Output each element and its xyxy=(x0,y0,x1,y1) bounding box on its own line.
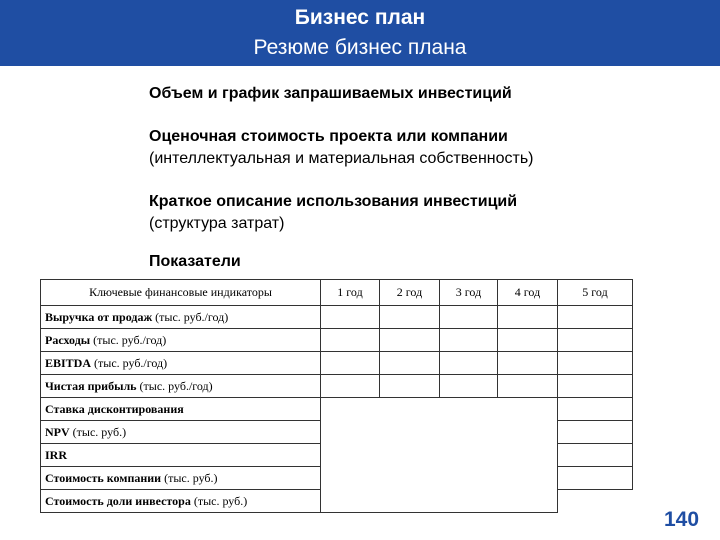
merged-cell-years-1-4 xyxy=(321,398,558,513)
row-label: Стоимость доли инвестора (тыс. руб.) xyxy=(41,490,321,513)
slide-title: Бизнес план xyxy=(294,6,426,29)
row-label: NPV (тыс. руб.) xyxy=(41,421,321,444)
row-label: Ставка дисконтирования xyxy=(41,398,321,421)
financial-indicators-table xyxy=(40,279,633,513)
section-heading: Объем и график запрашиваемых инвестиций xyxy=(149,85,512,102)
column-header: Ключевые финансовые индикаторы xyxy=(41,280,321,306)
table-cell xyxy=(321,329,380,352)
column-header: 3 год xyxy=(440,280,498,306)
table-cell xyxy=(558,306,633,329)
column-header: 4 год xyxy=(498,280,558,306)
table-cell xyxy=(498,329,558,352)
table-cell xyxy=(380,375,440,398)
table-cell xyxy=(558,352,633,375)
column-header: 5 год xyxy=(558,280,633,306)
table-cell xyxy=(440,352,498,375)
table-cell xyxy=(558,444,633,467)
table-cell xyxy=(380,352,440,375)
column-header: 2 год xyxy=(380,280,440,306)
page-number: 140 xyxy=(664,508,700,531)
section-note: (структура затрат) xyxy=(149,215,285,232)
table-cell xyxy=(558,398,633,421)
table-cell xyxy=(321,375,380,398)
table-cell xyxy=(321,352,380,375)
section-heading: Оценочная стоимость проекта или компании xyxy=(149,128,508,145)
table-row xyxy=(41,398,633,421)
table-cell xyxy=(498,352,558,375)
table-row xyxy=(41,306,633,329)
table-cell xyxy=(498,306,558,329)
table-cell xyxy=(440,306,498,329)
section-project-value xyxy=(149,126,534,170)
table-cell xyxy=(558,467,633,490)
table-cell xyxy=(440,375,498,398)
table-cell xyxy=(558,421,633,444)
row-label: IRR xyxy=(41,444,321,467)
table-cell xyxy=(558,329,633,352)
table-cell xyxy=(558,375,633,398)
table-cell xyxy=(498,375,558,398)
table-cell xyxy=(440,329,498,352)
table-row xyxy=(41,329,633,352)
table-row xyxy=(41,352,633,375)
table-cell xyxy=(380,329,440,352)
column-header: 1 год xyxy=(321,280,380,306)
table-cell xyxy=(321,306,380,329)
section-heading: Краткое описание использования инвестиций xyxy=(149,193,518,210)
slide-subtitle: Резюме бизнес плана xyxy=(253,36,467,59)
section-note: (интеллектуальная и материальная собственность) xyxy=(149,150,534,167)
row-label: Чистая прибыль (тыс. руб./год) xyxy=(41,375,321,398)
table-header-row xyxy=(41,280,633,306)
section-indicators xyxy=(149,251,241,273)
row-label: Выручка от продаж (тыс. руб./год) xyxy=(41,306,321,329)
table-row xyxy=(41,375,633,398)
table-cell xyxy=(558,490,633,513)
row-label: Стоимость компании (тыс. руб.) xyxy=(41,467,321,490)
slide-header xyxy=(0,0,720,66)
table-cell xyxy=(380,306,440,329)
row-label: EBITDA (тыс. руб./год) xyxy=(41,352,321,375)
section-investment-volume xyxy=(149,83,512,105)
row-label: Расходы (тыс. руб./год) xyxy=(41,329,321,352)
section-heading: Показатели xyxy=(149,253,241,270)
section-investment-usage xyxy=(149,191,517,235)
